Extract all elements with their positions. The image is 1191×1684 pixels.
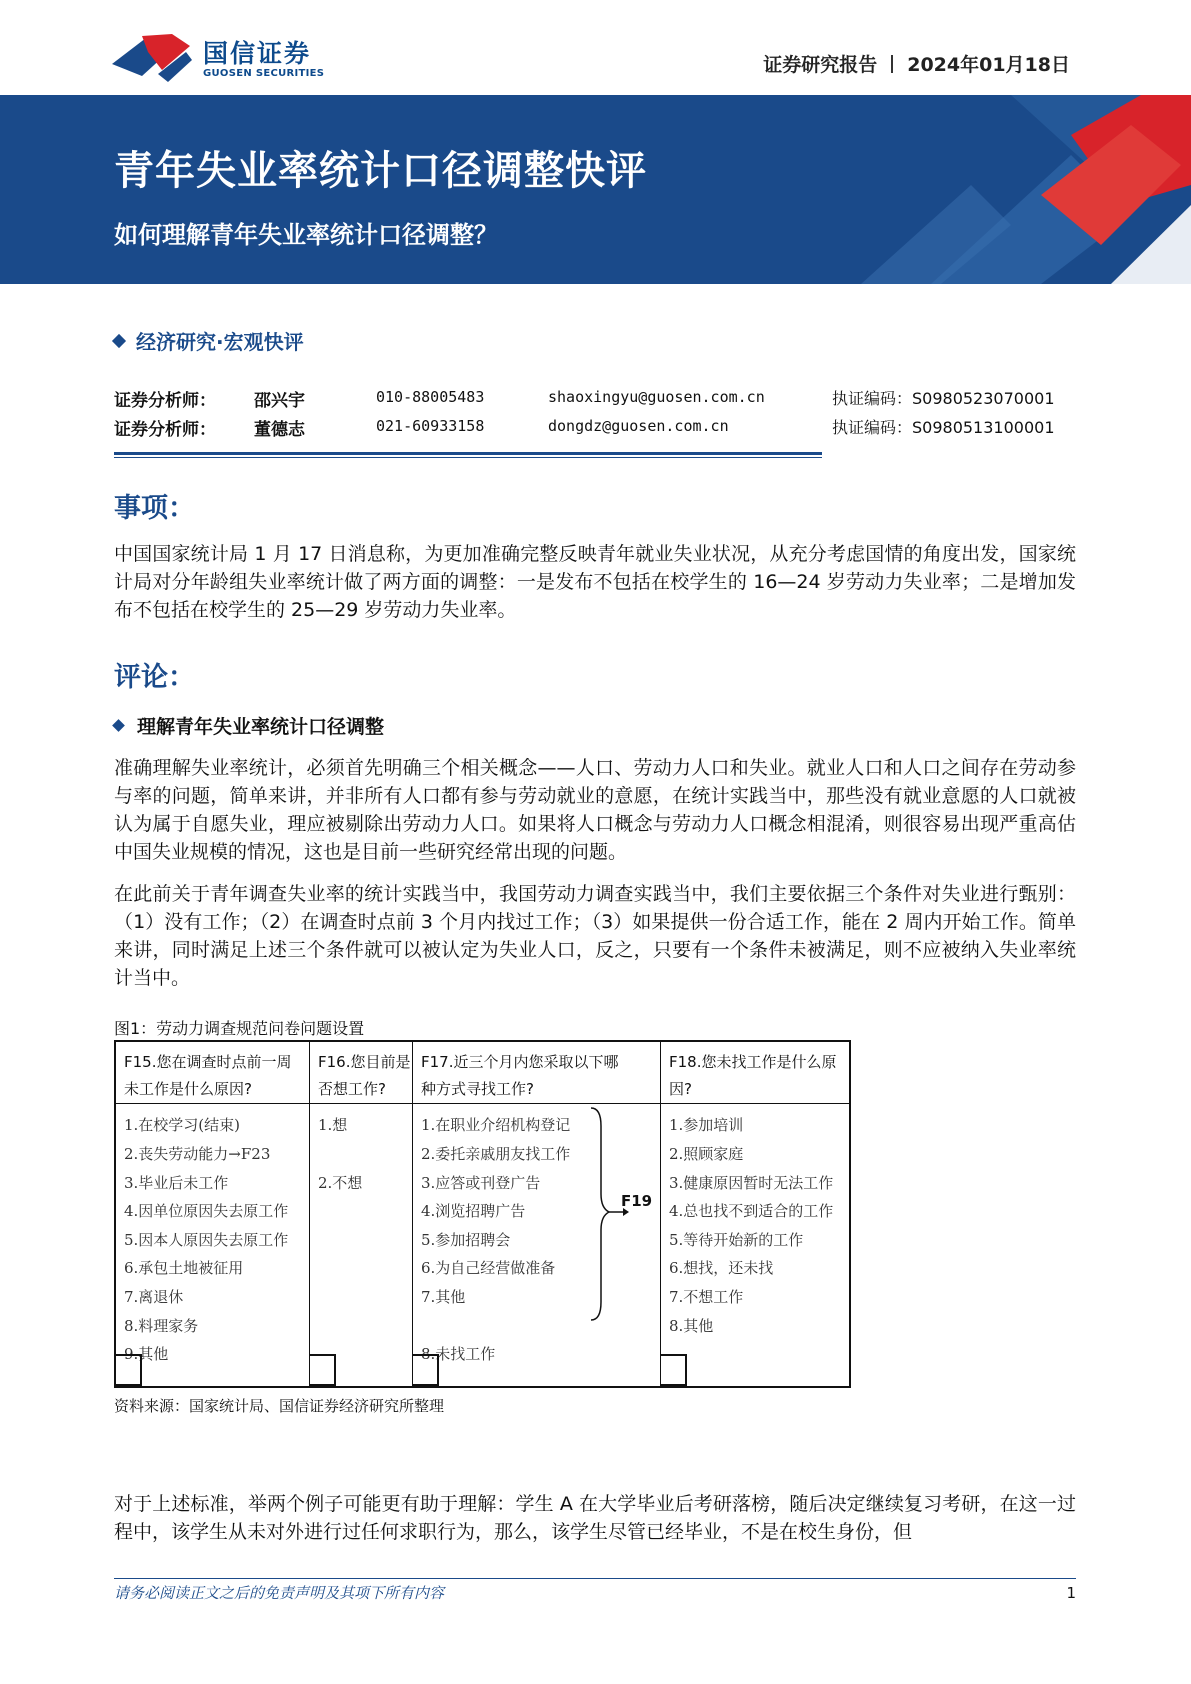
answer-option: 7.不想工作 <box>669 1288 744 1306</box>
report-meta <box>763 50 1070 77</box>
survey-questionnaire-figure <box>114 1040 851 1388</box>
brand-name-en: GUOSEN SECURITIES <box>203 68 325 79</box>
answer-option: 8.料理家务 <box>124 1317 199 1335</box>
comment-paragraph-2: 在此前关于青年调查失业率的统计实践当中，我国劳动力调查实践当中，我们主要依据三个条件对失业进行甄别：（1）没有工作；（2）在调查时点前 3 个月内找过工作；（3）如果提供一份合适工作，能在 2 周内开始工作。简单来讲，同时满足上述三个条件就可以被认定为失业人口，反之，只要有一个条件未被满足，则不应被纳入失业率统计当中。 <box>114 883 1076 989</box>
analyst-cert: 执证编码：S0980523070001 <box>832 389 1055 408</box>
banner-decoration-graphic <box>711 95 1191 284</box>
divider <box>114 1578 1076 1579</box>
report-type: 证券研究报告 <box>763 54 878 76</box>
analyst-name: 董德志 <box>254 420 305 440</box>
analyst-email[interactable]: dongdz@guosen.com.cn <box>548 417 729 435</box>
answer-option: 3.应答或刊登广告 <box>421 1174 541 1192</box>
diamond-bullet-icon <box>112 719 125 732</box>
footer-disclaimer: 请务必阅读正文之后的免责声明及其项下所有内容 <box>114 1584 445 1602</box>
report-category <box>114 326 304 355</box>
figure-caption: 图1：劳动力调查规范问卷问题设置 <box>114 1019 365 1038</box>
answer-box <box>413 1354 439 1386</box>
answer-option: 6.承包土地被征用 <box>124 1259 244 1277</box>
answer-option: 2.委托亲戚朋友找工作 <box>421 1145 571 1163</box>
analyst-phone: 010-88005483 <box>376 388 485 406</box>
answer-box <box>661 1354 687 1386</box>
answer-option: 3.健康原因暂时无法工作 <box>669 1174 834 1192</box>
survey-column-f18 <box>661 1042 849 1386</box>
answer-option: 5.等待开始新的工作 <box>669 1231 804 1249</box>
question-text: F15.您在调查时点前一周 <box>124 1053 292 1071</box>
divider <box>114 457 822 458</box>
answer-option: 8.未找工作 <box>421 1345 496 1363</box>
skip-target-label: F19 <box>621 1192 653 1210</box>
question-text: F17.近三个月内您采取以下哪 <box>421 1053 619 1071</box>
title-banner <box>0 95 1191 284</box>
answer-option: 9.其他 <box>124 1345 169 1363</box>
matter-paragraph: 中国国家统计局 1 月 17 日消息称，为更加准确完整反映青年就业失业状况，从充分考虑国情的角度出发，国家统计局对分年龄组失业率统计做了两方面的调整：一是发布不包括在校学生的 16—24 岁劳动力失业率；二是增加发布不包括在校学生的 25—29 岁劳动力失业率。 <box>114 543 1076 621</box>
analyst-label: 证券分析师： <box>114 391 216 411</box>
comment-paragraph-1: 准确理解失业率统计，必须首先明确三个相关概念——人口、劳动力人口和失业。就业人口和人口之间存在劳动参与率的问题，简单来讲，并非所有人口都有参与劳动就业的意愿，在统计实践当中，那些没有就业意愿的人口就被认为属于自愿失业，理应被剔除出劳动力人口。如果将人口概念与劳动力人口概念相混淆，则很容易出现严重高估中国失业规模的情况，这也是目前一些研究经常出现的问题。 <box>114 757 1076 863</box>
answer-option: 6.想找，还未找 <box>669 1259 774 1277</box>
answer-box <box>116 1354 142 1386</box>
analyst-phone: 021-60933158 <box>376 417 485 435</box>
answer-option: 5.因本人原因失去原工作 <box>124 1231 289 1249</box>
question-text: 未工作是什么原因? <box>124 1080 252 1098</box>
matter-heading: 事项： <box>114 493 195 524</box>
survey-column-f16 <box>310 1042 413 1386</box>
page-number: 1 <box>1066 1584 1076 1602</box>
answer-option: 2.照顾家庭 <box>669 1145 744 1163</box>
answer-option: 5.参加招聘会 <box>421 1231 511 1249</box>
question-text: F18.您未找工作是什么原 <box>669 1053 837 1071</box>
report-title: 青年失业率统计口径调整快评 <box>114 148 647 194</box>
divider <box>114 452 822 455</box>
answer-option: 7.其他 <box>421 1288 466 1306</box>
question-text: 种方式寻找工作? <box>421 1080 534 1098</box>
analyst-cert: 执证编码：S0980513100001 <box>832 418 1055 437</box>
analyst-row <box>114 415 1055 440</box>
question-header <box>124 1049 291 1103</box>
diamond-bullet-icon <box>112 334 126 348</box>
category-label: 经济研究·宏观快评 <box>136 330 304 354</box>
guosen-logo <box>112 30 325 86</box>
survey-column-f15 <box>116 1042 310 1386</box>
question-text: 否想工作? <box>318 1080 386 1098</box>
answer-box <box>310 1354 336 1386</box>
question-text: F16.您目前是 <box>318 1053 411 1071</box>
guosen-logo-icon <box>112 30 194 86</box>
answer-option: 6.为自己经营做准备 <box>421 1259 556 1277</box>
answer-option: 4.因单位原因失去原工作 <box>124 1202 289 1220</box>
question-header <box>669 1049 836 1103</box>
answer-option: 3.毕业后未工作 <box>124 1174 229 1192</box>
question-header <box>318 1049 410 1103</box>
analyst-label: 证券分析师： <box>114 420 216 440</box>
figure-source: 资料来源：国家统计局、国信证券经济研究所整理 <box>114 1397 445 1415</box>
answer-option: 1.想 <box>318 1116 348 1134</box>
report-date: 2024年01月18日 <box>907 54 1070 76</box>
right-brace-arrow-icon <box>589 1106 645 1326</box>
comment-subheading <box>114 712 384 739</box>
answer-option: 4.浏览招聘广告 <box>421 1202 526 1220</box>
answer-option: 8.其他 <box>669 1317 714 1335</box>
answer-option: 1.在校学习(结束) <box>124 1116 241 1134</box>
question-text: 因? <box>669 1080 692 1098</box>
brand-name-cn: 国信证券 <box>203 39 312 68</box>
answer-option: 2.丧失劳动能力→F23 <box>124 1145 271 1163</box>
example-paragraph: 对于上述标准，举两个例子可能更有助于理解：学生 A 在大学毕业后考研落榜，随后决定继续复习考研，在这一过程中，该学生从未对外进行过任何求职行为，那么，该学生尽管已经毕业，不是在校生身份，但 <box>114 1493 1076 1543</box>
analyst-row <box>114 386 1055 411</box>
question-header <box>421 1049 618 1103</box>
answer-option: 4.总也找不到适合的工作 <box>669 1202 834 1220</box>
comment-subheading-label: 理解青年失业率统计口径调整 <box>137 716 385 738</box>
answer-option: 1.在职业介绍机构登记 <box>421 1116 571 1134</box>
answer-option: 1.参加培训 <box>669 1116 744 1134</box>
answer-option: 2.不想 <box>318 1174 363 1192</box>
analyst-email[interactable]: shaoxingyu@guosen.com.cn <box>548 388 765 406</box>
report-subtitle: 如何理解青年失业率统计口径调整？ <box>114 221 498 249</box>
analyst-name: 邵兴宇 <box>254 391 305 411</box>
comment-heading: 评论： <box>114 662 195 693</box>
survey-column-f17 <box>413 1042 661 1386</box>
answer-option: 7.离退休 <box>124 1288 184 1306</box>
divider <box>891 55 893 73</box>
